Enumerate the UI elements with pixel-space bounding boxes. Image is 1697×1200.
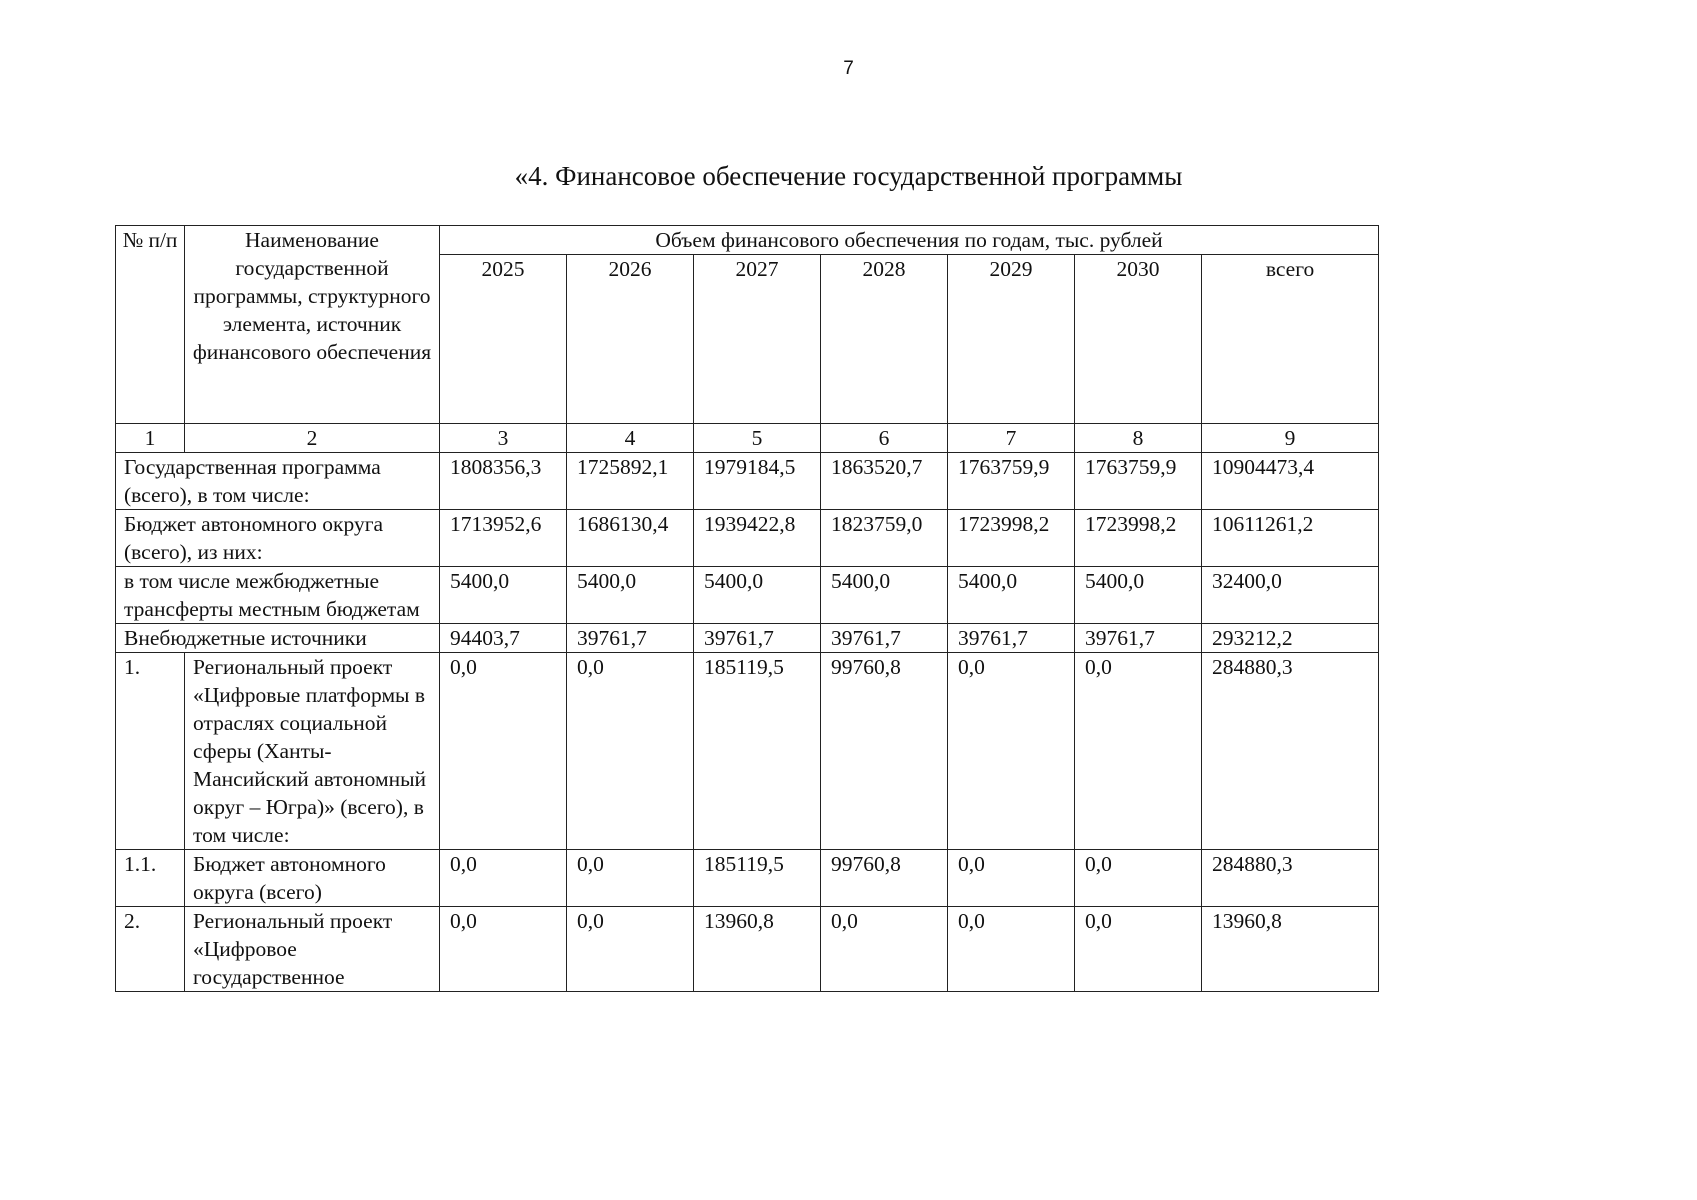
value-cell: 39761,7 [948, 624, 1075, 653]
value-cell: 0,0 [1075, 907, 1202, 992]
row-label: Внебюджетные источники [116, 624, 440, 653]
value-cell: 94403,7 [440, 624, 567, 653]
value-cell: 0,0 [821, 907, 948, 992]
header-year: 2030 [1075, 255, 1202, 424]
section-title: «4. Финансовое обеспечение государственной программы [514, 161, 1183, 191]
value-cell: 5400,0 [948, 567, 1075, 624]
item-number: 1. [116, 653, 185, 850]
row-label: в том числе межбюджетные трансферты местным бюджетам [116, 567, 440, 624]
header-year: 2026 [567, 255, 694, 424]
value-cell: 0,0 [567, 907, 694, 992]
value-cell: 0,0 [948, 907, 1075, 992]
value-cell: 0,0 [1075, 850, 1202, 907]
row-label: Государственная программа (всего), в том числе: [116, 453, 440, 510]
value-cell: 1763759,9 [1075, 453, 1202, 510]
value-cell: 1979184,5 [694, 453, 821, 510]
column-number: 1 [116, 424, 185, 453]
header-year: 2029 [948, 255, 1075, 424]
value-cell: 1723998,2 [1075, 510, 1202, 567]
column-number: 7 [948, 424, 1075, 453]
page-number: 7 [843, 58, 854, 79]
column-number: 3 [440, 424, 567, 453]
item-number: 1.1. [116, 850, 185, 907]
summary-row-program-total [116, 453, 1379, 510]
value-cell: 185119,5 [694, 653, 821, 850]
value-cell: 39761,7 [821, 624, 948, 653]
value-cell: 0,0 [440, 850, 567, 907]
value-cell: 13960,8 [694, 907, 821, 992]
item-number: 2. [116, 907, 185, 992]
header-no: № п/п [116, 226, 185, 424]
column-number: 5 [694, 424, 821, 453]
value-cell: 99760,8 [821, 850, 948, 907]
value-cell: 0,0 [567, 653, 694, 850]
value-cell: 0,0 [948, 653, 1075, 850]
value-cell: 1863520,7 [821, 453, 948, 510]
column-number: 6 [821, 424, 948, 453]
header-name: Наименование государственной программы, структурного элемента, источник финансового обеспечения [185, 226, 440, 424]
column-number: 2 [185, 424, 440, 453]
header-year: 2028 [821, 255, 948, 424]
summary-row-interbudget-transfers [116, 567, 1379, 624]
value-cell: 0,0 [1075, 653, 1202, 850]
value-cell: 1723998,2 [948, 510, 1075, 567]
item-row-2 [116, 907, 1379, 992]
total-cell: 284880,3 [1202, 653, 1379, 850]
value-cell: 5400,0 [694, 567, 821, 624]
value-cell: 0,0 [440, 907, 567, 992]
item-name: Региональный проект «Цифровое государственное [185, 907, 440, 992]
total-cell: 284880,3 [1202, 850, 1379, 907]
header-year: 2027 [694, 255, 821, 424]
value-cell: 0,0 [567, 850, 694, 907]
value-cell: 185119,5 [694, 850, 821, 907]
value-cell: 0,0 [948, 850, 1075, 907]
value-cell: 39761,7 [694, 624, 821, 653]
total-cell: 293212,2 [1202, 624, 1379, 653]
column-numbers-row [116, 424, 1379, 453]
item-row-1-1 [116, 850, 1379, 907]
value-cell: 0,0 [440, 653, 567, 850]
value-cell: 1763759,9 [948, 453, 1075, 510]
summary-row-extrabudgetary [116, 624, 1379, 653]
column-number: 4 [567, 424, 694, 453]
header-total: всего [1202, 255, 1379, 424]
header-volume-group: Объем финансового обеспечения по годам, тыс. рублей [440, 226, 1379, 255]
total-cell: 10904473,4 [1202, 453, 1379, 510]
value-cell: 99760,8 [821, 653, 948, 850]
value-cell: 39761,7 [1075, 624, 1202, 653]
value-cell: 39761,7 [567, 624, 694, 653]
total-cell: 10611261,2 [1202, 510, 1379, 567]
item-row-1 [116, 653, 1379, 850]
column-number: 8 [1075, 424, 1202, 453]
value-cell: 1725892,1 [567, 453, 694, 510]
total-cell: 13960,8 [1202, 907, 1379, 992]
value-cell: 1713952,6 [440, 510, 567, 567]
summary-row-okrug-budget [116, 510, 1379, 567]
total-cell: 32400,0 [1202, 567, 1379, 624]
column-number: 9 [1202, 424, 1379, 453]
value-cell: 5400,0 [567, 567, 694, 624]
financing-table [115, 225, 1379, 992]
value-cell: 1823759,0 [821, 510, 948, 567]
header-row [116, 226, 1379, 255]
value-cell: 1939422,8 [694, 510, 821, 567]
value-cell: 5400,0 [821, 567, 948, 624]
row-label: Бюджет автономного округа (всего), из них: [116, 510, 440, 567]
header-year: 2025 [440, 255, 567, 424]
value-cell: 5400,0 [1075, 567, 1202, 624]
item-name: Региональный проект «Цифровые платформы в отраслях социальной сферы (Ханты-Мансийский автономный округ – Югра)» (всего), в том числе: [185, 653, 440, 850]
value-cell: 5400,0 [440, 567, 567, 624]
value-cell: 1808356,3 [440, 453, 567, 510]
item-name: Бюджет автономного округа (всего) [185, 850, 440, 907]
value-cell: 1686130,4 [567, 510, 694, 567]
